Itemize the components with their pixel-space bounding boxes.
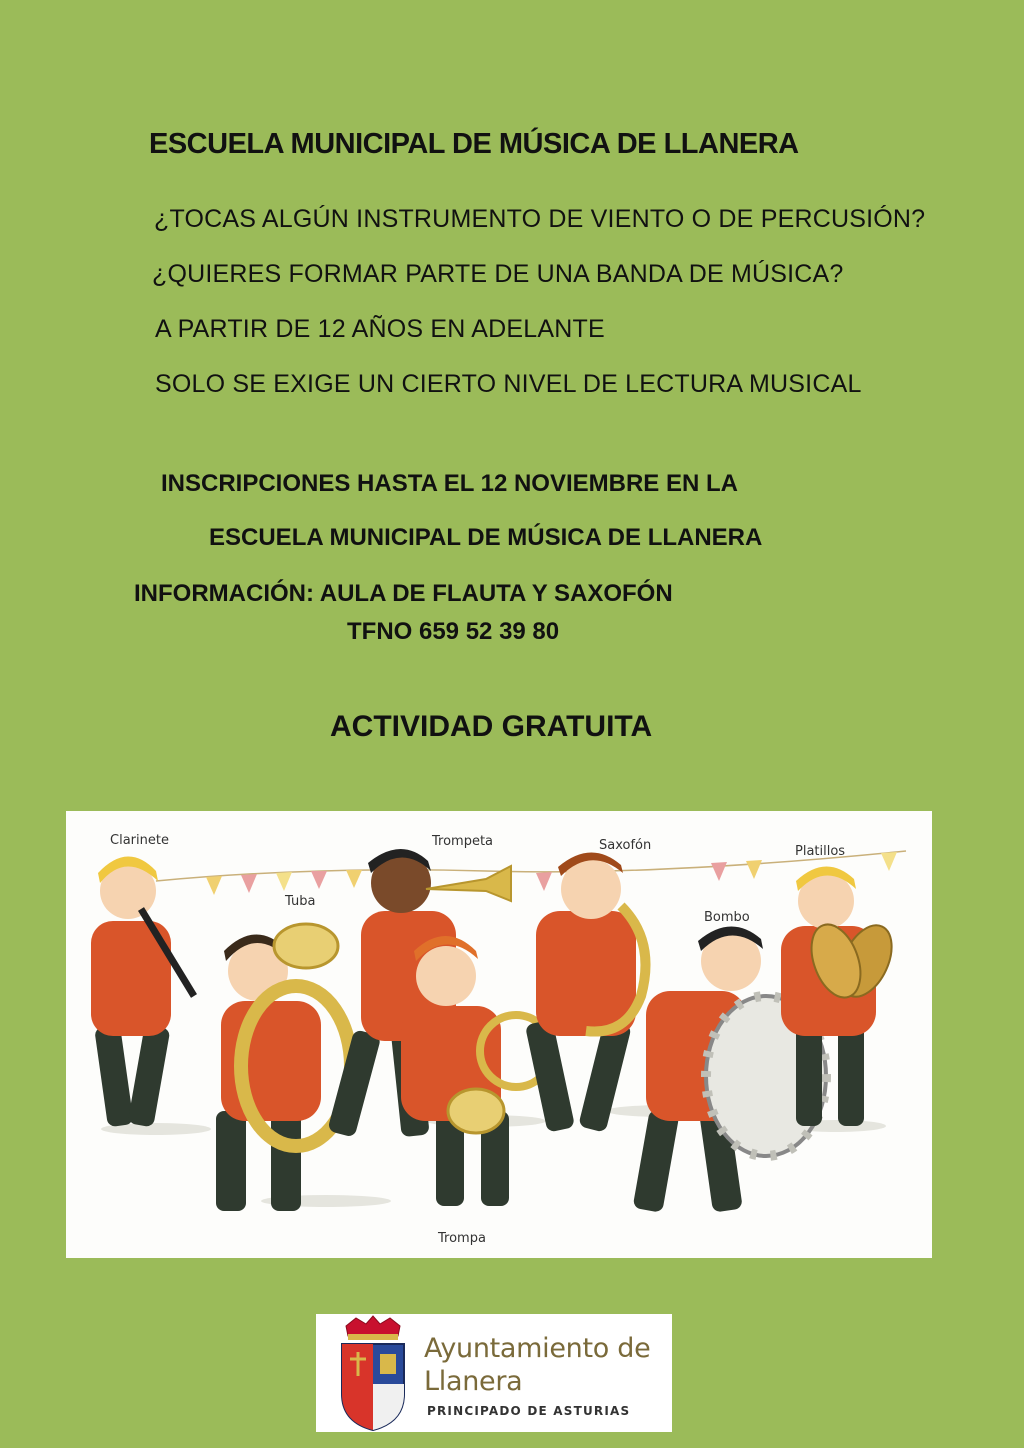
logo-subtitle: PRINCIPADO DE ASTURIAS <box>427 1404 631 1418</box>
age-requirement: A PARTIR DE 12 AÑOS EN ADELANTE <box>155 315 605 343</box>
label-platillos: Platillos <box>795 844 846 859</box>
marching-band-illustration <box>66 811 932 1258</box>
logo-name-line2: Llanera <box>424 1366 523 1397</box>
label-saxofon: Saxofón <box>599 838 652 853</box>
cymbals-player <box>781 866 902 1126</box>
question-band: ¿QUIERES FORMAR PARTE DE UNA BANDA DE MÚSICA? <box>152 260 844 288</box>
label-trompeta: Trompeta <box>432 834 494 849</box>
label-trompa: Trompa <box>438 1231 486 1246</box>
clarinet-player <box>91 856 194 1127</box>
band-drawing <box>66 811 932 1258</box>
information-line: INFORMACIÓN: AULA DE FLAUTA Y SAXOFÓN <box>134 580 673 607</box>
label-clarinete: Clarinete <box>110 833 169 848</box>
ayuntamiento-logo <box>316 1314 672 1432</box>
label-tuba: Tuba <box>285 894 316 909</box>
horn-player <box>401 936 552 1206</box>
reading-requirement: SOLO SE EXIGE UN CIERTO NIVEL DE LECTURA MUSICAL <box>155 370 862 398</box>
inscriptions-place: ESCUELA MUNICIPAL DE MÚSICA DE LLANERA <box>209 524 763 551</box>
phone-number: TFNO 659 52 39 80 <box>347 618 560 645</box>
label-bombo: Bombo <box>704 910 750 925</box>
poster-title: ESCUELA MUNICIPAL DE MÚSICA DE LLANERA <box>149 128 799 160</box>
question-instrument: ¿TOCAS ALGÚN INSTRUMENTO DE VIENTO O DE PERCUSIÓN? <box>154 205 926 233</box>
bunting-flags <box>206 852 897 895</box>
free-activity: ACTIVIDAD GRATUITA <box>330 710 653 743</box>
logo-name <box>424 1332 650 1398</box>
logo-name-line1: Ayuntamiento de <box>424 1333 651 1364</box>
tuba-player <box>216 924 351 1211</box>
saxophone-player <box>525 852 646 1132</box>
coat-of-arms-icon <box>328 1314 418 1432</box>
inscriptions-deadline: INSCRIPCIONES HASTA EL 12 NOVIEMBRE EN LA <box>161 470 738 497</box>
